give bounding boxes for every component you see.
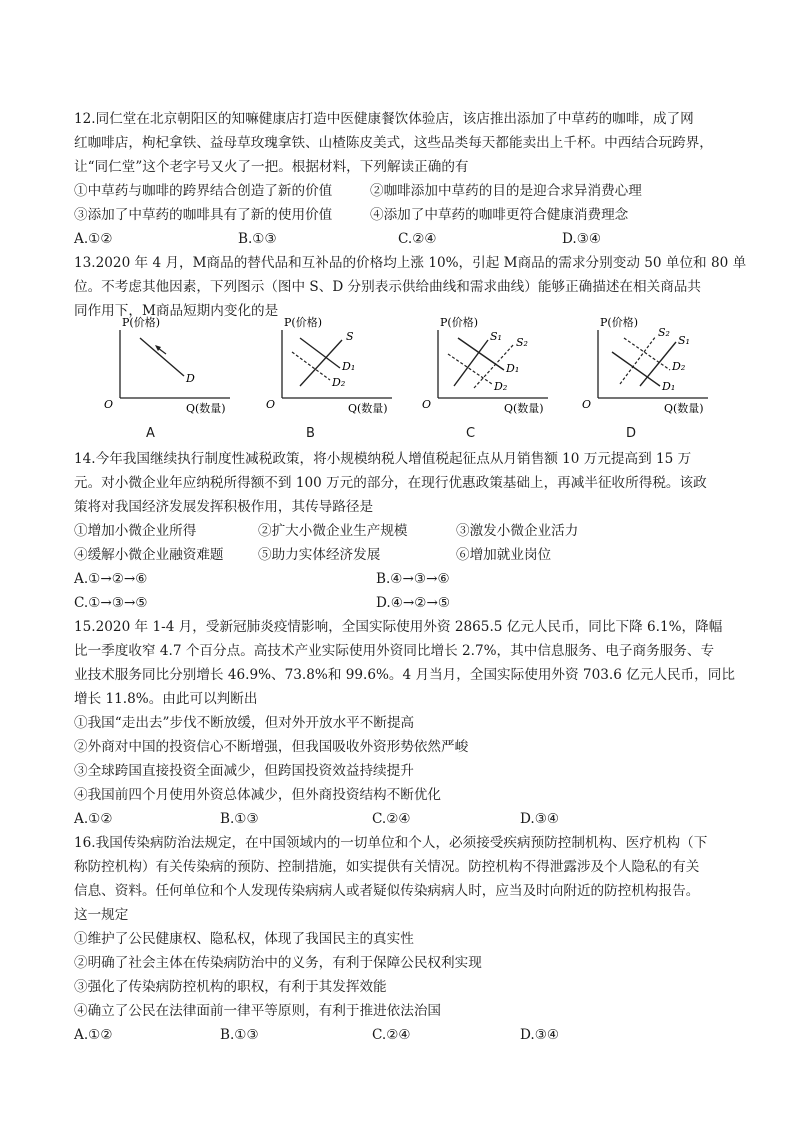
answer-option-a[interactable]: A.①→②→⑥ — [74, 571, 148, 587]
statement-item: ④添加了中草药的咖啡更符合健康消费理念 — [370, 207, 629, 223]
question-text: 信息、资料。任何单位和个人发现传染病病人或者疑似传染病病人时，应当及时向附近的防控机构报告。 — [74, 883, 700, 899]
graph-caption-b: B — [306, 426, 315, 441]
origin-label: O — [266, 398, 276, 411]
statement-item: ③强化了传染病防控机构的职权，有利于其发挥效能 — [74, 979, 387, 995]
answer-option-d[interactable]: D.③④ — [562, 231, 602, 247]
statement-item: ③添加了中草药的咖啡具有了新的使用价值 — [74, 207, 333, 223]
statement-item: ②外商对中国的投资信心不断增强，但我国吸收外资形势依然严峻 — [74, 739, 469, 755]
statement-item: ⑥增加就业岗位 — [456, 547, 552, 563]
statement-item: ④确立了公民在法律面前一律平等原则，有利于推进依法治国 — [74, 1003, 442, 1019]
y-axis-label: P(价格) — [600, 316, 638, 329]
question-text: 让“同仁堂”这个老字号又火了一把。根据材料，下列解读正确的有 — [74, 159, 469, 175]
question-text: 策将对我国经济发展发挥积极作用，其传导路径是 — [74, 499, 374, 515]
curve-label-d: D — [186, 372, 195, 385]
question-text: 14.今年我国继续执行制度性减税政策，将小规模纳税人增值税起征点从月销售额 10 万元提高到 15 万 — [74, 451, 692, 467]
question-text: 称防控机构）有关传染病的预防、控制措施，如实提供有关情况。防控机构不得泄露涉及个人隐私的有关 — [74, 859, 700, 875]
y-axis-label: P(价格) — [122, 316, 160, 329]
graph-caption-a: A — [146, 426, 155, 441]
answer-option-c[interactable]: C.①→③→⑤ — [74, 595, 148, 611]
question-text: 位。不考虑其他因素，下列图示（图中 S、D 分别表示供给曲线和需求曲线）能够正确描述在相关商品共 — [74, 279, 701, 295]
curve-label-s: S — [346, 330, 354, 343]
graph-c[interactable] — [418, 316, 578, 428]
question-text: 比一季度收窄 4.7 个百分点。高技术产业实际使用外资同比增长 2.7%，其中信息服务、电子商务服务、专 — [74, 643, 715, 659]
curve-label-s1: S₁ — [490, 330, 502, 343]
graph-d[interactable] — [578, 316, 738, 428]
answer-option-a[interactable]: A.①② — [74, 811, 113, 827]
question-text: 增长 11.8%。由此可以判断出 — [74, 691, 258, 707]
question-text: 元。对小微企业年应纳税所得额不到 100 万元的部分，在现行优惠政策基础上，再减半征收所得税。该政 — [74, 475, 707, 491]
supply-curve-s2 — [620, 336, 656, 384]
x-axis-label: Q(数量) — [186, 402, 226, 415]
answer-option-a[interactable]: A.①② — [74, 231, 113, 247]
demand-curve-d2 — [448, 354, 492, 384]
question-text: 16.我国传染病防治法规定，在中国领域内的一切单位和个人，必须接受疾病预防控制机构、医疗机构（下 — [74, 835, 708, 851]
question-text: 这一规定 — [74, 907, 129, 923]
statement-item: ④缓解小微企业融资难题 — [74, 547, 224, 563]
statement-item: ①中草药与咖啡的跨界结合创造了新的价值 — [74, 183, 333, 199]
curve-label-s2: S₂ — [658, 326, 670, 339]
answer-option-b[interactable]: B.①③ — [238, 231, 277, 247]
statement-item: ②明确了社会主体在传染病防治中的义务，有利于保障公民权利实现 — [74, 955, 482, 971]
graph-caption-d: D — [626, 426, 637, 441]
graph-a[interactable] — [100, 316, 260, 428]
curve-label-d1: D₁ — [342, 360, 356, 373]
x-axis-label: Q(数量) — [664, 402, 704, 415]
demand-curve — [140, 338, 184, 376]
question-text: 同作用下，M商品短期内变化的是 — [74, 303, 279, 319]
graph-caption-c: C — [466, 426, 476, 441]
graph-b[interactable] — [262, 316, 422, 428]
demand-curve-d1 — [612, 352, 660, 386]
answer-option-d[interactable]: D.③④ — [520, 1027, 560, 1043]
question-text: 13.2020 年 4 月，M商品的替代品和互补品的价格均上涨 10%，引起 M商品的需求分别变动 50 单位和 80 单 — [74, 255, 747, 271]
question-text: 红咖啡店，枸杞拿铁、益母草玫瑰拿铁、山楂陈皮美式，这些品类每天都能卖出上千杯。中西结合玩跨界， — [74, 135, 713, 151]
y-axis-label: P(价格) — [440, 316, 478, 329]
curve-label-s2: S₂ — [516, 336, 528, 349]
origin-label: O — [422, 398, 432, 411]
x-axis-label: Q(数量) — [504, 402, 544, 415]
curve-label-d1: D₁ — [506, 362, 520, 375]
origin-label: O — [582, 398, 592, 411]
statement-item: ①维护了公民健康权、隐私权，体现了我国民主的真实性 — [74, 931, 414, 947]
origin-label: O — [104, 398, 114, 411]
curve-label-d2: D₂ — [332, 376, 346, 389]
question-text: 业技术服务同比分别增长 46.9%、73.8%和 99.6%。4 月当月，全国实际使用外资 703.6 亿元人民币，同比 — [74, 667, 735, 683]
statement-item: ⑤助力实体经济发展 — [258, 547, 381, 563]
statement-item: ①增加小微企业所得 — [74, 523, 197, 539]
curve-label-d1: D₁ — [662, 380, 676, 393]
curve-label-d2: D₂ — [494, 380, 508, 393]
answer-option-b[interactable]: B.①③ — [220, 811, 259, 827]
y-axis-label: P(价格) — [284, 316, 322, 329]
statement-item: ②咖啡添加中草药的目的是迎合求异消费心理 — [370, 183, 642, 199]
curve-label-d2: D₂ — [672, 360, 686, 373]
question-text: 12.同仁堂在北京朝阳区的知嘛健康店打造中医健康餐饮体验店，该店推出添加了中草药的咖啡，成了网 — [74, 111, 694, 127]
answer-option-d[interactable]: D.④→②→⑤ — [376, 595, 451, 611]
statement-item: ③激发小微企业活力 — [456, 523, 579, 539]
curve-label-s1: S₁ — [678, 334, 690, 347]
statement-item: ④我国前四个月使用外资总体减少，但外商投资结构不断优化 — [74, 787, 442, 803]
answer-option-b[interactable]: B.①③ — [220, 1027, 259, 1043]
statement-item: ③全球跨国直接投资全面减少，但跨国投资效益持续提升 — [74, 763, 414, 779]
answer-option-b[interactable]: B.④→③→⑥ — [376, 571, 450, 587]
answer-option-c[interactable]: C.②④ — [398, 231, 437, 247]
answer-option-c[interactable]: C.②④ — [372, 1027, 411, 1043]
statement-item: ①我国“走出去”步伐不断放缓，但对外开放水平不断提高 — [74, 715, 415, 731]
statement-item: ②扩大小微企业生产规模 — [258, 523, 408, 539]
x-axis-label: Q(数量) — [348, 402, 388, 415]
answer-option-d[interactable]: D.③④ — [520, 811, 560, 827]
answer-option-a[interactable]: A.①② — [74, 1027, 113, 1043]
answer-option-c[interactable]: C.②④ — [372, 811, 411, 827]
question-text: 15.2020 年 1-4 月，受新冠肺炎疫情影响，全国实际使用外资 2865.5 亿元人民币，同比下降 6.1%，降幅 — [74, 619, 723, 635]
